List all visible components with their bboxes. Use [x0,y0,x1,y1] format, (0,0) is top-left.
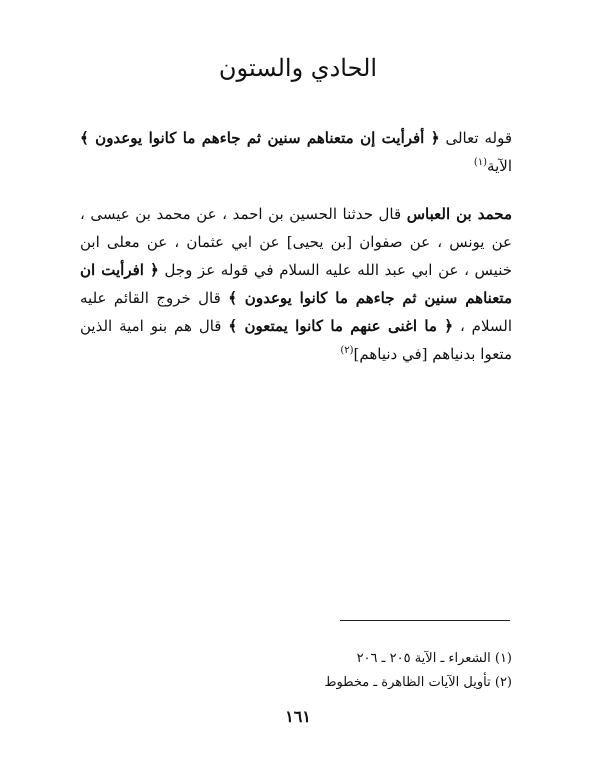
verse-intro: قوله تعالى [445,129,512,147]
footnote-ref-2: (٢) [340,345,354,356]
footnotes [300,647,512,695]
quranic-verse: ﴿ أفرأيت إن متعناهم سنين ثم جاءهم ما كانوا يوعدون ﴾ [80,129,440,147]
narrator-name: محمد بن العباس [406,205,512,223]
hadith-text-2: قال خروج القائم عليه السلام ، [80,289,513,335]
quranic-quote-1: ﴿ افرأيت ان متعناهم سنين ثم جاءهم ما كانوا يوعدون ﴾ [80,261,512,307]
hadith-paragraph [80,200,512,368]
footnote-2: (٢) تأويل الآيات الظاهرة ـ مخطوط [324,675,512,690]
hadith-text-1: قال حدثنا الحسين بن احمد ، عن محمد بن عيسى ، عن يونس ، عن صفوان [بن يحيى] عن ابي عثمان ، عن معلى ابن خنيس ، عن ابي عبد الله عليه السلام في قوله عز وجل [80,205,512,279]
verse-paragraph [80,124,512,180]
quranic-quote-2: ﴿ ما اغنى عنهم ما كانوا يمتعون ﴾ [228,317,454,335]
hadith-closing: بدنياهم [في دنياهم] [353,345,476,363]
page-number: ١٦١ [285,707,311,726]
footnote-ref-1: (١) [473,157,488,168]
chapter-heading: الحادي والستون [218,54,378,82]
hadith-text-3: قال هم بنو امية الذين متعوا [80,317,512,363]
footnote-divider [340,620,510,621]
footnote-1: (١) الشعراء ـ الآية ٢٠٥ ـ ٢٠٦ [356,651,512,666]
verse-suffix: الآية [487,157,512,175]
